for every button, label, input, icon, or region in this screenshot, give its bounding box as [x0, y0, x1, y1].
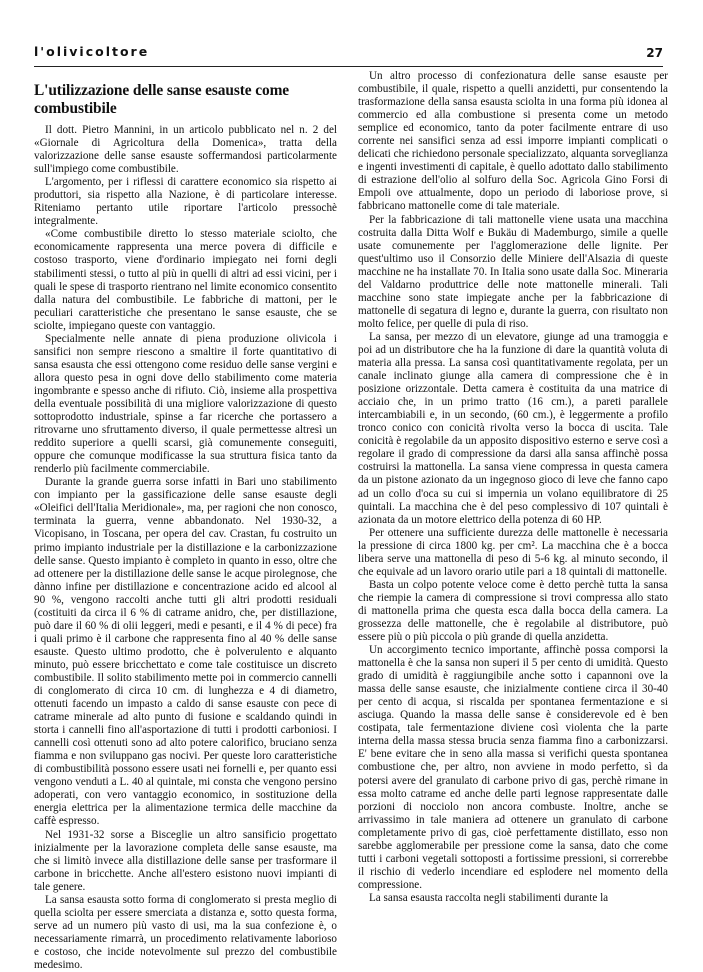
page-header [34, 44, 663, 66]
paragraph: La sansa esausta raccolta negli stabilimenti durante la [369, 891, 609, 904]
paragraph: Un altro processo di confezionatura delle sanse esauste per combustibile, il quale, rispetto a quelli anzidetti, pur consentendo la trasformazione della sansa esausta sciolta in una forma più idonea al commercio ed alla combustione si presenta come un metodo semplice ed economico, tanto da poter facilmente entrare di uso corrente nei sansifici senza ad essi imporre impianti complicati o delicati che richiedono personale specializzato, alquanta sorveglianza e ingenti investimenti di capitale, è quello adottato dallo stabilimento di estrazione dell'olio al solfuro della Soc. Agricola Gino Forsi di Empoli ove attualmente, dopo un periodo di laboriose prove, si fabbricano mattonelle come di tale materiale. [358, 70, 668, 213]
page-number: 27 [646, 46, 663, 60]
paragraph: L'argomento, per i riflessi di carattere economico sia rispetto ai produttori, sia rispetto alla Nazione, è di particolare interesse. Riteniamo pertanto utile riportare l'articolo pressochè integralmente. [34, 176, 337, 228]
header-rule [34, 66, 663, 67]
article-title: L'utilizzazione delle sanse esauste come combustibile [34, 82, 290, 117]
paragraph: Per ottenere una sufficiente durezza delle mattonelle è necessaria la pressione di circa 1800 kg. per cm². La macchina che è a bocca libera serve una mattonella di peso di 5-6 kg. al minuto secondo, il che equivale ad un lavoro orario utile pari a 18 quintali di mattonelle. [358, 526, 668, 578]
paragraph: Durante la grande guerra sorse infatti in Bari uno stabilimento con impianto per la gassificazione delle sanse esauste degli «Oleifici dell'Italia Meridionale», ma, per ragioni che non conosco, terminata la guerra, venne abbandonato. Nel 1930-32, a Vicopisano, in Toscana, per opera del cav. Crastan, fu costruito un primo impianto industriale per la distillazione e la carbonizzazione delle sanse. Questo impianto è completo in quanto in esso, oltre che ad ottenere per la distillazione delle sanse le acque pirolegnose, che dànno infine per distillazione e concentrazione acido ed alcool al 90 %, vengono raccolti anche tutti gli altri prodotti residuali (costituiti da circa il 6 % di catrame anidro, che, per distillazione, può dare il 60 % di olii leggeri, medi e pesanti, e il 4 % di pece) fra i quali primo è il carbone che rappresenta fino al 40 % delle sanse esauste. Questo ultimo prodotto, che è polverulento e alquanto minuto, può essere bricchettato e come tale costituisce un discreto combustibile. Il solito stabilimento mette poi in commercio cannelli di conglomerato di circa 10 cm. di lunghezza e 4 di diametro, ottenuti facendo un impasto a caldo di sanse esauste con pece di catrame minerale ad alto punto di fusione e scaldando quindi in storta i cannelli fino all'asportazione di tutti i prodotti carboniosi. I cannelli così ottenuti sono ad alto potere calorifico, bruciano senza fiamma e non sviluppano gas nocivi. Per queste loro caratteristiche di combustibilità possono essere usati nei fornelli e, per quanto essi vengono venduti a L. 40 al quintale, mi consta che vengono persino adoperati, con vero vantaggio economico, in sostituzione della energia elettrica per la alimentazione termica delle macchine da caffè espresso. [34, 476, 337, 828]
right-column [358, 70, 668, 904]
paragraph: Il dott. Pietro Mannini, in un articolo pubblicato nel n. 2 del «Giornale di Agricoltura della Domenica», tratta della valorizzazione delle sanse esauste soffermandosi particolarmente sull'impiego come combustibile. [34, 124, 337, 176]
paragraph: «Come combustibile diretto lo stesso materiale sciolto, che economicamente rappresenta una merce povera di difficile e costoso trasporto, viene d'ordinario impiegato nei forni degli stabilimenti stessi, o tutto al più in quelli di altri ad essi vicini, per i quali le spese di trasporto rientrano nel limite economico consentito dalla natura del combustibile. Le fabbriche di mattoni, per le peculiari caratteristiche che presentano le sanse esauste, che se sciolte, impiegano queste con vantaggio. [34, 228, 337, 332]
paragraph: La sansa esausta sotto forma di conglomerato si presta meglio di quella sciolta per essere smerciata a distanza e, sotto questa forma, serve ad un numero più vasto di usi, ma la sua confezione è, o necessariamente rimarrà, un procedimento relativamente laborioso e costoso, che incide notevolmente sul prezzo del combustibile medesimo. [34, 893, 337, 971]
paragraph: Basta un colpo potente veloce come è detto perchè tutta la sansa che riempie la camera di compressione si trovi compressa allo stato di mattonella prima che questa esca dalla bocca della camera. La grossezza delle mattonelle, che è regolabile al distributore, può essere più o più piccola o più grande di quella anzidetta. [358, 578, 668, 644]
paragraph: Nel 1931-32 sorse a Bisceglie un altro sansificio progettato inizialmente per la lavorazione completa delle sanse esauste, ma che si limitò invece alla distillazione delle sanse per trasformare il carbone in bricchette. Anche all'estero esistono nuovi impianti di tale genere. [34, 828, 337, 893]
running-head: l'olivicoltore [34, 44, 150, 59]
paragraph: La sansa, per mezzo di un elevatore, giunge ad una tramoggia e poi ad un distributore che ha la funzione di dare la quantità voluta di materia alla pressa. La sansa così quantitativamente regolata, per un canale inclinato giunge alla camera di compressione che è in posizione orizzontale. Detta camera è costituita da una matrice di acciaio che, in un primo tratto (16 cm.), a pareti parallele intercambiabili e, in un secondo, (60 cm.), è leggermente a profilo tronco conico con conicità rivolta verso la bocca di uscita. Tale conicità è regolabile da un apposito dispositivo esterno e serve così a regolare il grado di compressione da darsi alla sansa affinchè possa costruirsi la mattonella. La sansa viene compressa in questa camera da un pistone azionato da un ingegnoso gioco di leve che fanno capo ad un collo d'oca su cui si impernia un volano equilibratore di 25 quintali. La macchina che è del peso complessivo di 107 quintali è azionata da un motore elettrico della potenza di 60 HP. [358, 330, 668, 526]
left-column [34, 80, 337, 971]
paragraph: Per la fabbricazione di tali mattonelle viene usata una macchina costruita dalla Ditta Wolf e Bukäu di Mademburgo, simile a quelle usate comunemente per l'agglomerazione delle lignite. Per quest'ultimo uso il Consorzio delle Miniere dell'Alsazia di queste macchine ne ha installate 70. In Italia sono usate dalla Soc. Mineraria del Valdarno produttrice delle note mattonelle minerali. Tali macchine sono state impiegate anche per la fabbricazione di mattonelle di segatura di legno e, durante la guerra, con risultato non molto felice, per quelle di pula di riso. [358, 213, 668, 330]
paragraph: Specialmente nelle annate di piena produzione olivicola i sansifici non sempre riescono a smaltire il forte quantitativo di sansa esausta che essi ottengono come residuo delle sanse vergini e allora questo pesa in ogni dove dello stabilimento come materia ingombrante e spesso anche di rifiuto. Ciò, insieme alla prospettiva della eventuale possibilità di una migliore valorizzazione di questo sottoprodotto industriale, spinse a far ricerche che portassero a ritrovarne uno sfruttamento diverso, il quale permettesse altresì un reddito superiore a quelli scarsi, già comunemente conseguiti, oppure che comunque modificasse la sua struttura fisica tanto da renderlo più facilmente commerciabile. [34, 332, 337, 476]
paragraph: Un accorgimento tecnico importante, affinchè possa comporsi la mattonella è che la sansa non superi il 5 per cento di umidità. Questo grado di umidità è raggiungibile anche sotto i capannoni ove la massa delle sanse esauste, che inizialmente contiene circa il 30-40 per cento di acqua, si riscalda per spontanea fermentazione e si asciuga. Quando la massa delle sanse è considerevole ed è ben costipata, tale fermentazione diviene così violenta che la parte interna della massa stessa brucia senza fiamma fino a carbonizzarsi. E' bene evitare che in seno alla massa si verifichi questa spontanea combustione che, per altro, non avviene in modo perfetto, sì da potersi avere del granulato di carbone privo di gas, perchè rimane in essa molto catrame ed anche delle parti legnose rappresentate dalle porzioni di nocciolo non ancora combuste. Inoltre, anche se arrivassimo in tale maniera ad ottenere un granulato di carbone completamente privo di gas, cioè perfettamente distillato, esso non sarebbe agglomerabile per pressione come la sansa, dato che come tutti i carboni vegetali sottoposti a fortissime pressioni, si correrebbe il rischio di vederlo incendiare ed esplodere nel momento della compressione. [358, 644, 668, 891]
